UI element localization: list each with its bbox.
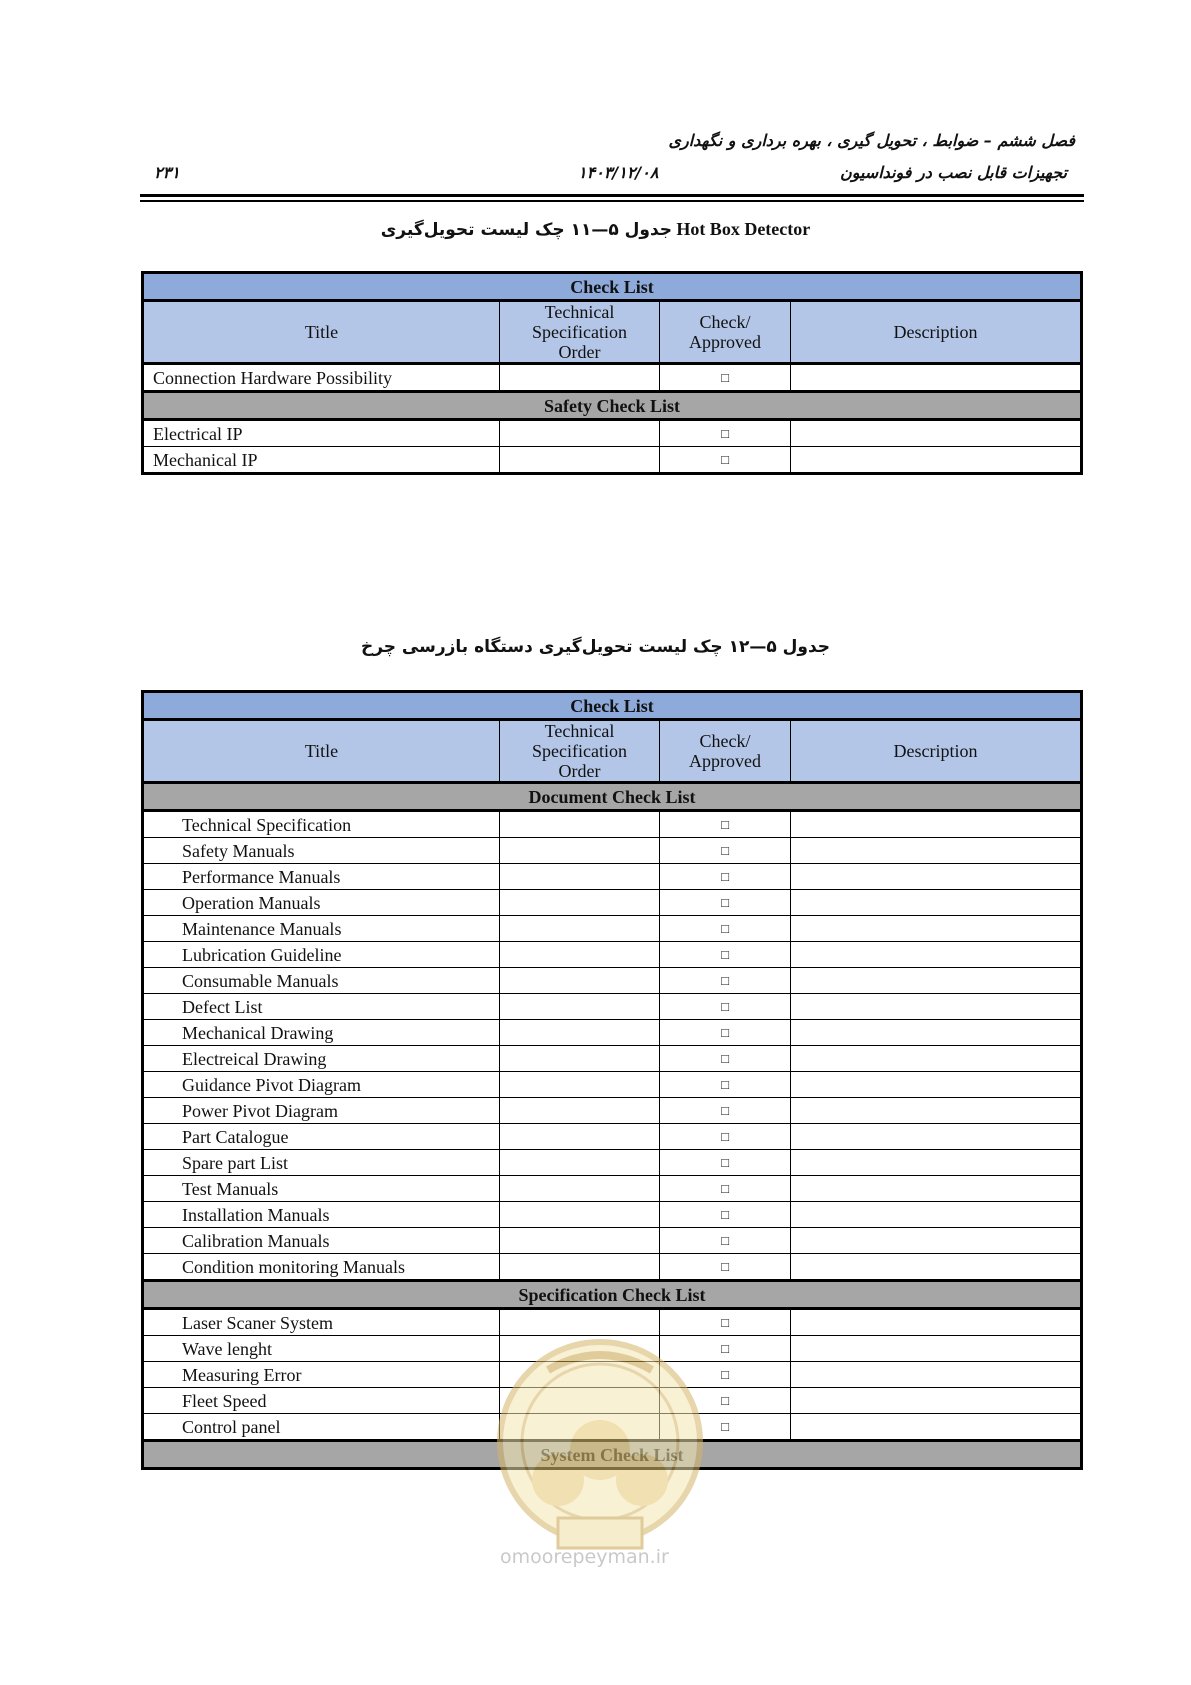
table1-caption — [0, 219, 1191, 240]
watermark-site: omoorepeyman.ir — [500, 1546, 669, 1568]
table-row — [143, 1098, 1082, 1124]
row-spec-cell[interactable] — [500, 1046, 660, 1072]
row-title: Mechanical IP — [143, 447, 500, 474]
checkbox[interactable]: □ — [660, 1046, 791, 1072]
checkbox[interactable]: □ — [660, 364, 791, 392]
table-title-row — [143, 692, 1082, 720]
row-description-cell[interactable] — [791, 838, 1082, 864]
row-spec-cell[interactable] — [500, 364, 660, 392]
table-row — [143, 968, 1082, 994]
table-row — [143, 1228, 1082, 1254]
table-title-row — [143, 273, 1082, 301]
row-title: Measuring Error — [143, 1362, 500, 1388]
checkbox[interactable]: □ — [660, 1150, 791, 1176]
row-spec-cell[interactable] — [500, 1150, 660, 1176]
row-description-cell[interactable] — [791, 1254, 1082, 1281]
row-title: Wave lenght — [143, 1336, 500, 1362]
table-row — [143, 1020, 1082, 1046]
col-check-approved: Check/ Approved — [660, 720, 791, 783]
col-title: Title — [143, 720, 500, 783]
header-rule — [140, 194, 1084, 197]
table-row — [143, 811, 1082, 838]
section-row — [143, 1281, 1082, 1309]
table-row — [143, 1072, 1082, 1098]
row-spec-cell[interactable] — [500, 994, 660, 1020]
row-title: Fleet Speed — [143, 1388, 500, 1414]
row-description-cell[interactable] — [791, 1046, 1082, 1072]
row-description-cell[interactable] — [791, 1388, 1082, 1414]
checkbox[interactable]: □ — [660, 916, 791, 942]
section-row — [143, 392, 1082, 420]
row-title: Performance Manuals — [143, 864, 500, 890]
table-row — [143, 1202, 1082, 1228]
section-subtitle: تجهیزات قابل نصب در فونداسیون — [839, 163, 1067, 182]
row-title: Mechanical Drawing — [143, 1020, 500, 1046]
row-description-cell[interactable] — [791, 420, 1082, 447]
table-row — [143, 942, 1082, 968]
col-tech-spec-order: Technical Specification Order — [500, 301, 660, 364]
checkbox[interactable]: □ — [660, 1336, 791, 1362]
row-spec-cell[interactable] — [500, 838, 660, 864]
row-description-cell[interactable] — [791, 1124, 1082, 1150]
row-spec-cell[interactable] — [500, 1072, 660, 1098]
checkbox[interactable]: □ — [660, 1124, 791, 1150]
document-check-list-heading: Document Check List — [143, 783, 1082, 811]
row-spec-cell[interactable] — [500, 811, 660, 838]
row-title: Test Manuals — [143, 1176, 500, 1202]
row-title: Defect List — [143, 994, 500, 1020]
table1-caption-fa: جدول ۵—۱۱ چک لیست تحویل‌گیری — [380, 220, 673, 240]
table-row — [143, 364, 1082, 392]
row-spec-cell[interactable] — [500, 942, 660, 968]
row-description-cell[interactable] — [791, 1362, 1082, 1388]
row-description-cell[interactable] — [791, 1098, 1082, 1124]
checkbox[interactable]: □ — [660, 1176, 791, 1202]
row-title: Calibration Manuals — [143, 1228, 500, 1254]
row-title: Installation Manuals — [143, 1202, 500, 1228]
col-description: Description — [791, 720, 1082, 783]
table-row — [143, 1124, 1082, 1150]
checkbox[interactable]: □ — [660, 1020, 791, 1046]
table-row — [143, 1254, 1082, 1281]
row-spec-cell[interactable] — [500, 1202, 660, 1228]
row-title: Power Pivot Diagram — [143, 1098, 500, 1124]
checkbox[interactable]: □ — [660, 968, 791, 994]
row-title: Operation Manuals — [143, 890, 500, 916]
row-title: Consumable Manuals — [143, 968, 500, 994]
checkbox[interactable]: □ — [660, 447, 791, 474]
row-description-cell[interactable] — [791, 364, 1082, 392]
row-description-cell[interactable] — [791, 994, 1082, 1020]
row-title: Spare part List — [143, 1150, 500, 1176]
row-description-cell[interactable] — [791, 1228, 1082, 1254]
row-title: Control panel — [143, 1414, 500, 1441]
row-title: Connection Hardware Possibility — [143, 364, 500, 392]
row-description-cell[interactable] — [791, 916, 1082, 942]
row-description-cell[interactable] — [791, 1176, 1082, 1202]
checkbox[interactable]: □ — [660, 1362, 791, 1388]
table-row — [143, 1150, 1082, 1176]
row-description-cell[interactable] — [791, 811, 1082, 838]
column-header-row — [143, 720, 1082, 783]
checkbox[interactable]: □ — [660, 1388, 791, 1414]
row-description-cell[interactable] — [791, 1309, 1082, 1336]
row-title: Guidance Pivot Diagram — [143, 1072, 500, 1098]
safety-check-list-heading: Safety Check List — [143, 392, 1082, 420]
row-description-cell[interactable] — [791, 447, 1082, 474]
hot-box-detector-table — [141, 271, 1083, 475]
row-description-cell[interactable] — [791, 1150, 1082, 1176]
row-spec-cell[interactable] — [500, 1176, 660, 1202]
row-spec-cell[interactable] — [500, 890, 660, 916]
row-title: Part Catalogue — [143, 1124, 500, 1150]
row-description-cell[interactable] — [791, 1020, 1082, 1046]
checkbox[interactable]: □ — [660, 1072, 791, 1098]
row-description-cell[interactable] — [791, 1336, 1082, 1362]
table-row — [143, 838, 1082, 864]
row-description-cell[interactable] — [791, 864, 1082, 890]
row-description-cell[interactable] — [791, 942, 1082, 968]
col-description: Description — [791, 301, 1082, 364]
check-list-title: Check List — [143, 692, 1082, 720]
checkbox[interactable]: □ — [660, 811, 791, 838]
checkbox[interactable]: □ — [660, 1202, 791, 1228]
table-row — [143, 864, 1082, 890]
row-spec-cell[interactable] — [500, 864, 660, 890]
checkbox[interactable]: □ — [660, 864, 791, 890]
checkbox[interactable]: □ — [660, 994, 791, 1020]
row-spec-cell[interactable] — [500, 1228, 660, 1254]
row-spec-cell[interactable] — [500, 916, 660, 942]
row-description-cell[interactable] — [791, 1414, 1082, 1441]
check-list-title: Check List — [143, 273, 1082, 301]
col-tech-spec-order: Technical Specification Order — [500, 720, 660, 783]
row-description-cell[interactable] — [791, 890, 1082, 916]
row-spec-cell[interactable] — [500, 1124, 660, 1150]
section-row — [143, 783, 1082, 811]
row-description-cell[interactable] — [791, 1072, 1082, 1098]
row-spec-cell[interactable] — [500, 1098, 660, 1124]
row-spec-cell[interactable] — [500, 968, 660, 994]
checkbox[interactable]: □ — [660, 1254, 791, 1281]
table-row — [143, 916, 1082, 942]
header-rule-thin — [140, 200, 1084, 202]
checkbox[interactable]: □ — [660, 1228, 791, 1254]
checkbox[interactable]: □ — [660, 1309, 791, 1336]
table-row — [143, 994, 1082, 1020]
checkbox[interactable]: □ — [660, 890, 791, 916]
row-spec-cell[interactable] — [500, 420, 660, 447]
table1-caption-en: Hot Box Detector — [676, 219, 811, 239]
row-spec-cell[interactable] — [500, 447, 660, 474]
chapter-title: فصل ششم – ضوابط ، تحویل گیری ، بهره برداری و نگهداری — [668, 131, 1075, 150]
page-number: ۲۳۱ — [154, 163, 180, 182]
watermark-logo — [488, 1330, 712, 1576]
col-check-approved: Check/ Approved — [660, 301, 791, 364]
checkbox[interactable]: □ — [660, 1098, 791, 1124]
checkbox[interactable]: □ — [660, 1414, 791, 1441]
row-spec-cell[interactable] — [500, 1020, 660, 1046]
col-title: Title — [143, 301, 500, 364]
checkbox[interactable]: □ — [660, 838, 791, 864]
header-date: ۱۴۰۳/۱۲/۰۸ — [578, 163, 659, 182]
row-title: Maintenance Manuals — [143, 916, 500, 942]
row-description-cell[interactable] — [791, 1202, 1082, 1228]
checkbox[interactable]: □ — [660, 942, 791, 968]
row-title: Condition monitoring Manuals — [143, 1254, 500, 1281]
row-title: Electreical Drawing — [143, 1046, 500, 1072]
table2-caption-fa: جدول ۵—۱۲ چک لیست تحویل‌گیری دستگاه بازرسی چرخ — [360, 637, 831, 657]
table-row — [143, 1176, 1082, 1202]
table-row — [143, 890, 1082, 916]
table-row — [143, 447, 1082, 474]
row-spec-cell[interactable] — [500, 1254, 660, 1281]
checkbox[interactable]: □ — [660, 420, 791, 447]
table2-caption — [0, 637, 1191, 657]
row-title: Lubrication Guideline — [143, 942, 500, 968]
row-description-cell[interactable] — [791, 968, 1082, 994]
row-title: Laser Scaner System — [143, 1309, 500, 1336]
row-title: Electrical IP — [143, 420, 500, 447]
specification-check-list-heading: Specification Check List — [143, 1281, 1082, 1309]
column-header-row — [143, 301, 1082, 364]
row-title: Technical Specification — [143, 811, 500, 838]
table-row — [143, 1046, 1082, 1072]
row-title: Safety Manuals — [143, 838, 500, 864]
table-row — [143, 420, 1082, 447]
